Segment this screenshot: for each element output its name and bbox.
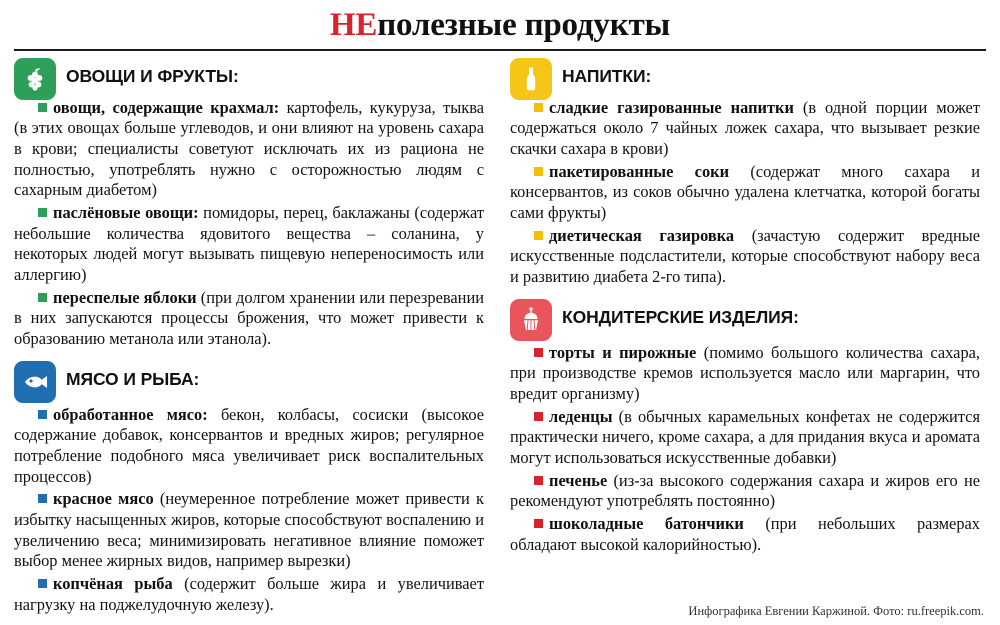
list-item (510, 407, 980, 469)
page-title (14, 8, 986, 43)
content-columns (14, 57, 986, 625)
section-header (510, 298, 980, 341)
item-text: (неумеренное потребление может привести к избытку насыщенных жиров, которые способствуют воспалению и увеличению веса; минимизировать негативное влияние поможет выбор менее жирных видов, например вырезки) (14, 489, 485, 571)
item-text: (при долгом хранении или перезревании в них запускаются процессы брожения, что может привести к образованию метанола или этанола). (14, 287, 484, 349)
grapes-icon (14, 58, 56, 100)
item-lead: копчёная рыба (53, 574, 173, 594)
list-item (510, 471, 980, 512)
right-column (510, 57, 980, 566)
bullet-icon (38, 410, 47, 419)
bullet-icon (38, 293, 47, 302)
section-body (510, 98, 980, 288)
bullet-icon (534, 103, 543, 112)
list-item (14, 574, 484, 615)
bullet-icon (38, 208, 47, 217)
item-lead: пакетированные соки (549, 161, 730, 181)
section-header (510, 57, 980, 100)
list-item (510, 162, 980, 224)
bullet-icon (38, 579, 47, 588)
bullet-icon (534, 476, 543, 485)
item-text: (из-за высокого содержания сахара и жиров его не рекомендуют употреблять постоянно) (510, 470, 980, 511)
item-lead: леденцы (549, 406, 613, 426)
item-text: помидоры, перец, баклажаны (содержат небольшие количества ядовитого вещества – соланина, у некоторых людей могут вызывать пищевую непереносимость или аллергию) (14, 203, 484, 285)
section-drinks (510, 57, 980, 288)
item-text: (помимо большого количества сахара, при производстве кремов используется масло или маргарин, что вредит организму) (510, 342, 981, 404)
bullet-icon (534, 167, 543, 176)
section-header (14, 57, 484, 100)
section-title: МЯСО И РЫБА: (66, 368, 200, 389)
section-confectionery (510, 298, 980, 556)
fish-icon (14, 361, 56, 403)
item-text: картофель, кукуруза, тыква (в этих овощах больше углеводов, и они влияют на уровень сахара в крови; специалисты советуют исключать их из рациона не полностью, употреблять нужно с осторожностью людям с сахарным диабетом) (14, 97, 484, 200)
item-lead: торты и пирожные (549, 342, 697, 362)
list-item (14, 288, 484, 350)
item-text: (в одной порции может содержаться около 7 чайных ложек сахара, что вызывает резкие скачки сахара в крови) (510, 97, 980, 158)
bullet-icon (534, 519, 543, 528)
section-vegetables-and-fruits (14, 57, 484, 350)
credit-line: Инфографика Евгении Каржиной. Фото: ru.freepik.com. (688, 604, 984, 618)
section-title: ОВОЩИ И ФРУКТЫ: (66, 65, 239, 86)
item-lead: сладкие газированные напитки (549, 97, 794, 117)
page-title-rest: полезные продукты (377, 7, 671, 43)
item-lead: паслёновые овощи: (53, 203, 199, 222)
page-title-accent: НЕ (329, 7, 378, 43)
bullet-icon (534, 231, 543, 240)
item-lead: диетическая газировка (549, 225, 735, 245)
bullet-icon (534, 348, 543, 357)
cupcake-icon (510, 299, 552, 341)
list-item (14, 203, 484, 286)
item-text: (зачастую содержит вредные искусственные подсластители, которые способствуют набору веса и развитию диабета 2-го типа). (510, 225, 981, 287)
list-item (510, 514, 980, 555)
section-body (510, 343, 980, 556)
section-meat-and-fish (14, 360, 484, 616)
bullet-icon (38, 103, 47, 112)
item-lead: переспелые яблоки (53, 287, 197, 307)
item-text: бекон, колбасы, сосиски (высокое содержание добавок, консервантов и вредных жиров; регулярное потребление подобного мяса увеличивает риск воспалительных процессов) (14, 404, 484, 486)
list-item (510, 98, 980, 160)
item-text: (при небольших размерах обладают высокой калорийностью). (510, 514, 980, 554)
bullet-icon (534, 412, 543, 421)
bullet-icon (38, 494, 47, 503)
title-divider (14, 49, 986, 51)
item-lead: овощи, содержащие крахмал: (53, 97, 280, 117)
item-lead: печенье (549, 470, 608, 490)
list-item (14, 405, 484, 488)
section-body (14, 405, 484, 616)
item-text: (в обычных карамельных конфетах не содержится практически ничего, кроме сахара, а для придания вкуса и аромата могут использоваться искусственные добавки) (510, 406, 980, 468)
item-lead: обработанное мясо: (53, 404, 208, 424)
bottle-icon (510, 58, 552, 100)
section-title: НАПИТКИ: (562, 65, 652, 86)
list-item (510, 343, 980, 405)
left-column (14, 57, 484, 625)
section-title: КОНДИТЕРСКИЕ ИЗДЕЛИЯ: (562, 306, 799, 327)
list-item (14, 98, 484, 201)
item-lead: красное мясо (53, 489, 154, 509)
item-text: (содержат много сахара и консервантов, из соков обычно удалена клетчатка, которой богаты сами фрукты) (510, 161, 980, 222)
section-body (14, 98, 484, 350)
item-lead: шоколадные батончики (549, 514, 744, 534)
list-item (14, 489, 484, 572)
item-text: (содержит больше жира и увеличивает нагрузку на поджелудочную железу). (14, 574, 484, 614)
list-item (510, 226, 980, 288)
section-header (14, 360, 484, 403)
